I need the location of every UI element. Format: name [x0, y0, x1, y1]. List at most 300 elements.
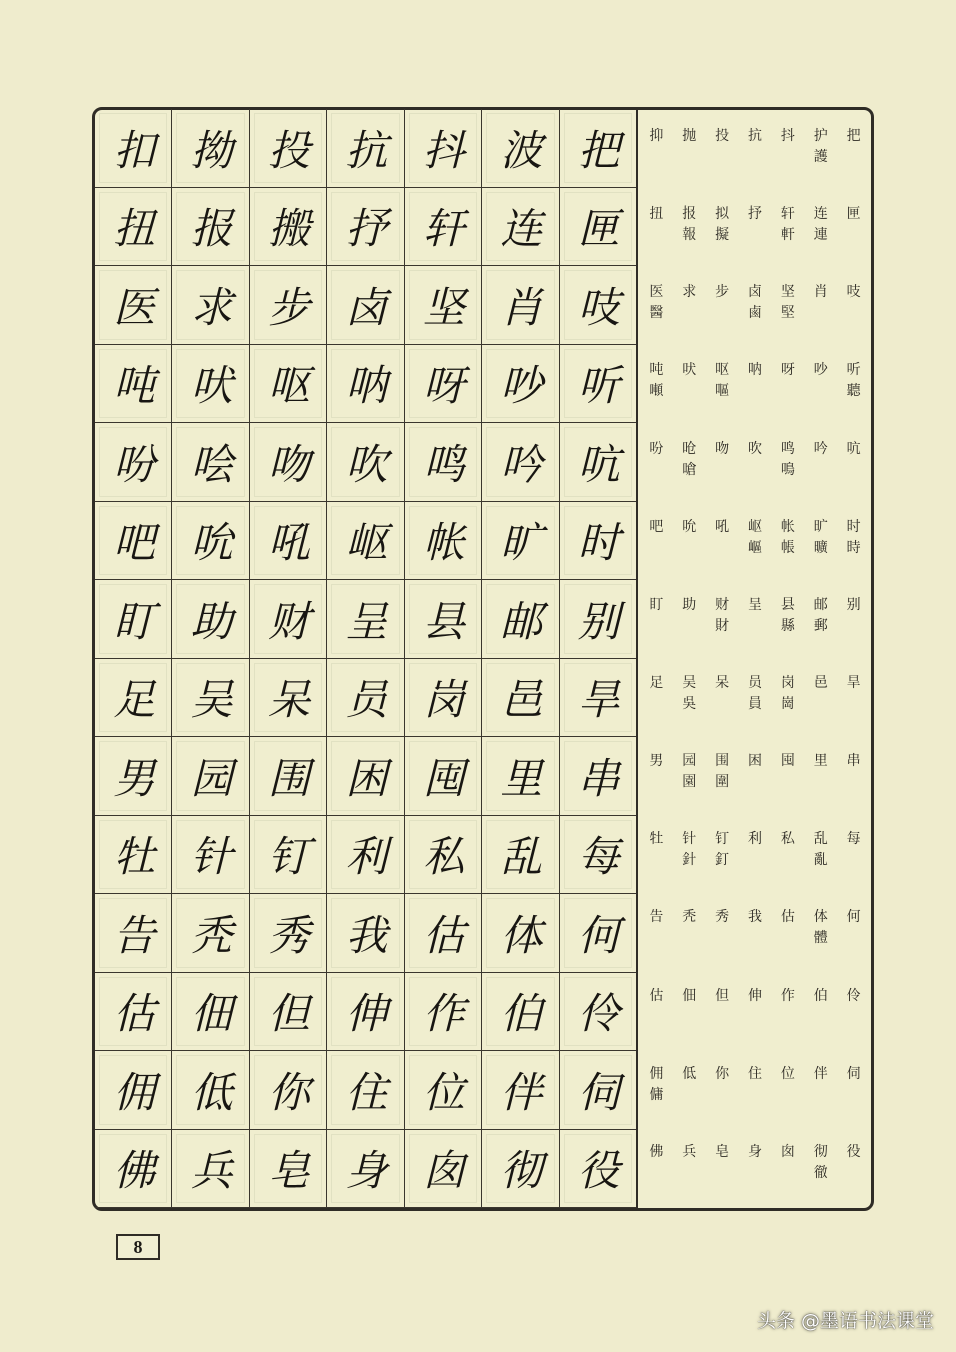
traditional-char: 針	[682, 852, 697, 869]
calligraphy-cell: 皂	[250, 1130, 327, 1209]
simplified-char: 何	[846, 909, 861, 926]
calligraphy-cell: 吧	[95, 502, 172, 581]
calligraphy-cell: 岖	[327, 502, 404, 581]
reference-entry	[706, 972, 739, 1050]
reference-row	[640, 503, 870, 581]
simplified-char: 佛	[649, 1143, 664, 1160]
traditional-char: 崗	[780, 696, 795, 712]
calligraphy-cell: 员	[327, 659, 404, 738]
simplified-char: 秃	[682, 909, 697, 926]
simplified-char: 乱	[813, 831, 828, 848]
calligraphy-cell: 你	[250, 1051, 327, 1130]
simplified-char: 员	[747, 675, 762, 691]
calligraphy-cell: 呕	[250, 345, 327, 424]
reference-entry	[673, 190, 706, 268]
simplified-char: 伴	[813, 1065, 828, 1082]
calligraphy-cell: 秃	[172, 894, 249, 973]
simplified-char: 呐	[747, 362, 762, 379]
simplified-char: 旷	[813, 518, 828, 535]
reference-entry	[804, 893, 837, 971]
calligraphy-cell: 拗	[172, 109, 249, 188]
calligraphy-cell: 围	[250, 737, 327, 816]
simplified-char: 呀	[780, 362, 795, 379]
reference-entry	[837, 659, 870, 737]
traditional-char: 噸	[649, 383, 664, 400]
calligraphy-cell: 肖	[482, 266, 559, 345]
calligraphy-cell: 坚	[405, 266, 482, 345]
simplified-char: 我	[747, 909, 762, 926]
traditional-char: 堅	[780, 305, 795, 322]
reference-entry	[804, 737, 837, 815]
simplified-char: 医	[649, 284, 664, 301]
reference-entry	[837, 1050, 870, 1128]
reference-entry	[771, 425, 804, 503]
reference-entry	[804, 425, 837, 503]
page-number: 8	[116, 1234, 160, 1260]
traditional-char: 聽	[846, 383, 861, 400]
calligraphy-cell: 吠	[172, 345, 249, 424]
simplified-char: 抛	[682, 128, 697, 144]
simplified-char: 伯	[813, 987, 828, 1004]
reference-entry	[739, 972, 772, 1050]
simplified-char: 每	[846, 831, 861, 848]
calligraphy-cell: 私	[405, 816, 482, 895]
reference-entry	[771, 346, 804, 424]
traditional-char: 嶇	[747, 539, 762, 556]
simplified-char: 吼	[715, 518, 730, 535]
reference-entry	[804, 268, 837, 346]
calligraphy-cell: 医	[95, 266, 172, 345]
calligraphy-cell: 别	[560, 580, 637, 659]
reference-entry	[771, 1128, 804, 1206]
calligraphy-cell: 彻	[482, 1130, 559, 1209]
reference-entry	[837, 972, 870, 1050]
calligraphy-cell: 困	[327, 737, 404, 816]
reference-entry	[706, 659, 739, 737]
simplified-char: 抗	[747, 128, 762, 144]
simplified-char: 但	[715, 987, 730, 1004]
reference-entry	[640, 503, 673, 581]
reference-row	[640, 659, 870, 737]
traditional-char: 財	[715, 617, 730, 634]
reference-entry	[673, 893, 706, 971]
calligraphy-grid	[95, 109, 637, 1208]
reference-entry	[640, 815, 673, 893]
reference-entry	[837, 190, 870, 268]
simplified-char: 卤	[747, 284, 762, 301]
calligraphy-cell: 佛	[95, 1130, 172, 1209]
calligraphy-cell: 扭	[95, 188, 172, 267]
simplified-char: 呛	[682, 440, 697, 457]
traditional-char: 護	[813, 149, 828, 165]
reference-entry	[771, 112, 804, 190]
reference-row	[640, 972, 870, 1050]
reference-entry	[771, 503, 804, 581]
calligraphy-cell: 伸	[327, 973, 404, 1052]
simplified-char: 吻	[715, 440, 730, 457]
simplified-char: 步	[715, 284, 730, 301]
reference-entry	[673, 972, 706, 1050]
reference-entry	[771, 893, 804, 971]
reference-entry	[640, 112, 673, 190]
reference-entry	[739, 1050, 772, 1128]
traditional-char: 園	[682, 774, 697, 791]
reference-entry	[771, 1050, 804, 1128]
calligraphy-cell: 体	[482, 894, 559, 973]
calligraphy-cell: 吟	[482, 423, 559, 502]
simplified-char: 岗	[780, 675, 795, 691]
calligraphy-cell: 吹	[327, 423, 404, 502]
simplified-char: 呆	[715, 675, 730, 691]
simplified-char: 抖	[780, 128, 795, 144]
reference-entry	[837, 737, 870, 815]
reference-entry	[739, 112, 772, 190]
calligraphy-cell: 佣	[95, 1051, 172, 1130]
watermark: 头条 @墨语书法课堂	[756, 1310, 934, 1332]
simplified-char: 皂	[715, 1143, 730, 1160]
reference-entry	[640, 581, 673, 659]
reference-entry	[739, 581, 772, 659]
simplified-char: 吧	[649, 518, 664, 535]
reference-entry	[706, 190, 739, 268]
calligraphy-cell: 把	[560, 109, 637, 188]
reference-row	[640, 425, 870, 503]
calligraphy-cell: 身	[327, 1130, 404, 1209]
traditional-char: 嗆	[682, 461, 697, 478]
reference-entry	[837, 1128, 870, 1206]
simplified-char: 听	[846, 362, 861, 379]
simplified-char: 时	[846, 518, 861, 535]
simplified-char: 吮	[682, 518, 697, 535]
reference-entry	[640, 268, 673, 346]
calligraphy-cell: 吱	[560, 266, 637, 345]
calligraphy-cell: 伴	[482, 1051, 559, 1130]
reference-entry	[640, 972, 673, 1050]
calligraphy-cell: 鸣	[405, 423, 482, 502]
calligraphy-cell: 我	[327, 894, 404, 973]
simplified-char: 住	[747, 1065, 762, 1082]
simplified-char: 助	[682, 596, 697, 613]
simplified-char: 呈	[747, 596, 762, 613]
simplified-char: 报	[682, 206, 697, 223]
reference-entry	[771, 581, 804, 659]
calligraphy-cell: 投	[250, 109, 327, 188]
simplified-char: 估	[649, 987, 664, 1004]
reference-entry	[771, 268, 804, 346]
reference-entry	[804, 659, 837, 737]
calligraphy-cell: 轩	[405, 188, 482, 267]
simplified-char: 私	[780, 831, 795, 848]
traditional-char: 徹	[813, 1164, 828, 1181]
reference-entry	[640, 1128, 673, 1206]
reference-entry	[739, 893, 772, 971]
reference-entry	[837, 346, 870, 424]
simplified-char: 投	[715, 128, 730, 144]
calligraphy-cell: 卤	[327, 266, 404, 345]
calligraphy-cell: 吭	[560, 423, 637, 502]
calligraphy-cell: 男	[95, 737, 172, 816]
simplified-char: 吨	[649, 362, 664, 379]
simplified-char: 牡	[649, 831, 664, 848]
calligraphy-cell: 伯	[482, 973, 559, 1052]
reference-entry	[673, 503, 706, 581]
reference-entry	[673, 1128, 706, 1206]
calligraphy-cell: 盯	[95, 580, 172, 659]
simplified-char: 吟	[813, 440, 828, 457]
reference-entry	[739, 815, 772, 893]
calligraphy-cell: 抗	[327, 109, 404, 188]
traditional-char: 體	[813, 930, 828, 947]
calligraphy-cell: 乱	[482, 816, 559, 895]
reference-entry	[739, 425, 772, 503]
simplified-char: 吱	[846, 284, 861, 301]
simplified-char: 体	[813, 909, 828, 926]
simplified-char: 岖	[747, 518, 762, 535]
reference-entry	[804, 1050, 837, 1128]
simplified-char: 帐	[780, 518, 795, 535]
traditional-char: 鹵	[747, 305, 762, 322]
reference-row	[640, 268, 870, 346]
calligraphy-cell: 利	[327, 816, 404, 895]
reference-entry	[739, 346, 772, 424]
calligraphy-cell: 助	[172, 580, 249, 659]
simplified-char: 身	[747, 1143, 762, 1160]
reference-entry	[837, 581, 870, 659]
calligraphy-cell: 作	[405, 973, 482, 1052]
simplified-char: 连	[813, 206, 828, 223]
simplified-char: 轩	[780, 206, 795, 223]
calligraphy-cell: 钉	[250, 816, 327, 895]
reference-entry	[706, 815, 739, 893]
reference-entry	[706, 425, 739, 503]
calligraphy-cell: 吩	[95, 423, 172, 502]
calligraphy-cell: 呈	[327, 580, 404, 659]
reference-entry	[739, 268, 772, 346]
reference-entry	[804, 581, 837, 659]
reference-entry	[673, 581, 706, 659]
reference-entry	[640, 425, 673, 503]
calligraphy-cell: 兵	[172, 1130, 249, 1209]
reference-entry	[804, 815, 837, 893]
calligraphy-cell: 伺	[560, 1051, 637, 1130]
reference-row	[640, 190, 870, 268]
reference-entry	[837, 112, 870, 190]
reference-row	[640, 815, 870, 893]
calligraphy-cell: 牡	[95, 816, 172, 895]
simplified-char: 伶	[846, 987, 861, 1004]
calligraphy-cell: 时	[560, 502, 637, 581]
calligraphy-cell: 囱	[405, 1130, 482, 1209]
simplified-char: 位	[780, 1065, 795, 1082]
simplified-char: 拟	[715, 206, 730, 223]
traditional-char: 報	[682, 227, 697, 244]
calligraphy-cell: 园	[172, 737, 249, 816]
traditional-char: 擬	[715, 227, 730, 244]
reference-entry	[837, 893, 870, 971]
calligraphy-cell: 伶	[560, 973, 637, 1052]
simplified-char: 坚	[780, 284, 795, 301]
simplified-char: 县	[780, 596, 795, 613]
simplified-char: 秀	[715, 909, 730, 926]
traditional-char: 連	[813, 227, 828, 244]
reference-entry	[739, 503, 772, 581]
simplified-char: 囤	[780, 753, 795, 770]
calligraphy-cell: 扣	[95, 109, 172, 188]
traditional-char: 鳴	[780, 461, 795, 478]
reference-entry	[837, 815, 870, 893]
simplified-char: 囱	[780, 1143, 795, 1160]
calligraphy-cell: 吼	[250, 502, 327, 581]
reference-entry	[706, 737, 739, 815]
reference-entry	[706, 893, 739, 971]
calligraphy-cell: 吴	[172, 659, 249, 738]
calligraphy-cell: 匣	[560, 188, 637, 267]
simplified-char: 旱	[846, 675, 861, 691]
calligraphy-cell: 囤	[405, 737, 482, 816]
simplified-char: 抑	[649, 128, 664, 144]
reference-entry	[640, 190, 673, 268]
calligraphy-cell: 估	[405, 894, 482, 973]
reference-entry	[804, 972, 837, 1050]
simplified-char: 匣	[846, 206, 861, 223]
simplified-char: 你	[715, 1065, 730, 1082]
simplified-char: 鸣	[780, 440, 795, 457]
reference-entry	[739, 737, 772, 815]
calligraphy-cell: 岗	[405, 659, 482, 738]
simplified-char: 盯	[649, 596, 664, 613]
calligraphy-cell: 步	[250, 266, 327, 345]
reference-entry	[739, 1128, 772, 1206]
calligraphy-cell: 位	[405, 1051, 482, 1130]
reference-entry	[640, 659, 673, 737]
calligraphy-cell: 呀	[405, 345, 482, 424]
reference-entry	[771, 737, 804, 815]
traditional-char: 帳	[780, 539, 795, 556]
reference-row	[640, 581, 870, 659]
calligraphy-cell: 吮	[172, 502, 249, 581]
simplified-char: 佣	[649, 1065, 664, 1082]
traditional-char: 縣	[780, 617, 795, 634]
calligraphy-cell: 搬	[250, 188, 327, 267]
reference-entry	[837, 268, 870, 346]
simplified-char: 把	[846, 128, 861, 144]
reference-entry	[771, 815, 804, 893]
simplified-char: 护	[813, 128, 828, 144]
traditional-char: 吳	[682, 696, 697, 712]
calligraphy-cell: 吵	[482, 345, 559, 424]
reference-entry	[673, 815, 706, 893]
simplified-char: 彻	[813, 1143, 828, 1160]
simplified-char: 针	[682, 831, 697, 848]
simplified-char: 串	[846, 753, 861, 770]
reference-character-table	[640, 112, 870, 1206]
simplified-char: 役	[846, 1143, 861, 1160]
reference-entry	[706, 581, 739, 659]
reference-entry	[804, 503, 837, 581]
simplified-char: 困	[747, 753, 762, 770]
reference-entry	[673, 425, 706, 503]
simplified-char: 伸	[747, 987, 762, 1004]
calligraphy-cell: 估	[95, 973, 172, 1052]
traditional-char: 釘	[715, 852, 730, 869]
traditional-char: 時	[846, 539, 861, 556]
simplified-char: 园	[682, 753, 697, 770]
simplified-char: 财	[715, 596, 730, 613]
simplified-char: 佃	[682, 987, 697, 1004]
simplified-char: 呕	[715, 362, 730, 379]
simplified-char: 兵	[682, 1143, 697, 1160]
simplified-char: 吴	[682, 675, 697, 691]
simplified-char: 吩	[649, 440, 664, 457]
simplified-char: 扭	[649, 206, 664, 223]
traditional-char: 軒	[780, 227, 795, 244]
reference-entry	[771, 190, 804, 268]
calligraphy-cell: 报	[172, 188, 249, 267]
reference-entry	[706, 1128, 739, 1206]
calligraphy-cell: 足	[95, 659, 172, 738]
reference-entry	[706, 503, 739, 581]
simplified-char: 吠	[682, 362, 697, 379]
calligraphy-cell: 每	[560, 816, 637, 895]
simplified-char: 肖	[813, 284, 828, 301]
traditional-char: 傭	[649, 1086, 664, 1103]
traditional-char: 郵	[813, 617, 828, 634]
grid-divider	[636, 109, 638, 1208]
reference-entry	[673, 112, 706, 190]
simplified-char: 男	[649, 753, 664, 770]
calligraphy-cell: 吻	[250, 423, 327, 502]
calligraphy-cell: 呐	[327, 345, 404, 424]
reference-entry	[706, 346, 739, 424]
reference-entry	[673, 659, 706, 737]
calligraphy-cell: 帐	[405, 502, 482, 581]
calligraphy-cell: 县	[405, 580, 482, 659]
calligraphy-cell: 抒	[327, 188, 404, 267]
reference-entry	[640, 1050, 673, 1128]
calligraphy-cell: 连	[482, 188, 559, 267]
simplified-char: 伺	[846, 1065, 861, 1082]
simplified-char: 低	[682, 1065, 697, 1082]
calligraphy-cell: 但	[250, 973, 327, 1052]
simplified-char: 吹	[747, 440, 762, 457]
reference-entry	[804, 346, 837, 424]
calligraphy-cell: 求	[172, 266, 249, 345]
calligraphy-cell: 里	[482, 737, 559, 816]
simplified-char: 别	[846, 596, 861, 613]
reference-entry	[706, 112, 739, 190]
reference-entry	[706, 1050, 739, 1128]
calligraphy-cell: 波	[482, 109, 559, 188]
reference-entry	[771, 972, 804, 1050]
simplified-char: 作	[780, 987, 795, 1004]
reference-entry	[673, 1050, 706, 1128]
calligraphy-cell: 告	[95, 894, 172, 973]
calligraphy-cell: 何	[560, 894, 637, 973]
reference-entry	[739, 659, 772, 737]
reference-entry	[640, 893, 673, 971]
simplified-char: 吵	[813, 362, 828, 379]
reference-entry	[837, 425, 870, 503]
calligraphy-cell: 吨	[95, 345, 172, 424]
simplified-char: 邑	[813, 675, 828, 691]
reference-entry	[673, 737, 706, 815]
reference-row	[640, 737, 870, 815]
calligraphy-cell: 邮	[482, 580, 559, 659]
reference-row	[640, 112, 870, 190]
reference-entry	[804, 190, 837, 268]
calligraphy-cell: 低	[172, 1051, 249, 1130]
simplified-char: 抒	[747, 206, 762, 223]
